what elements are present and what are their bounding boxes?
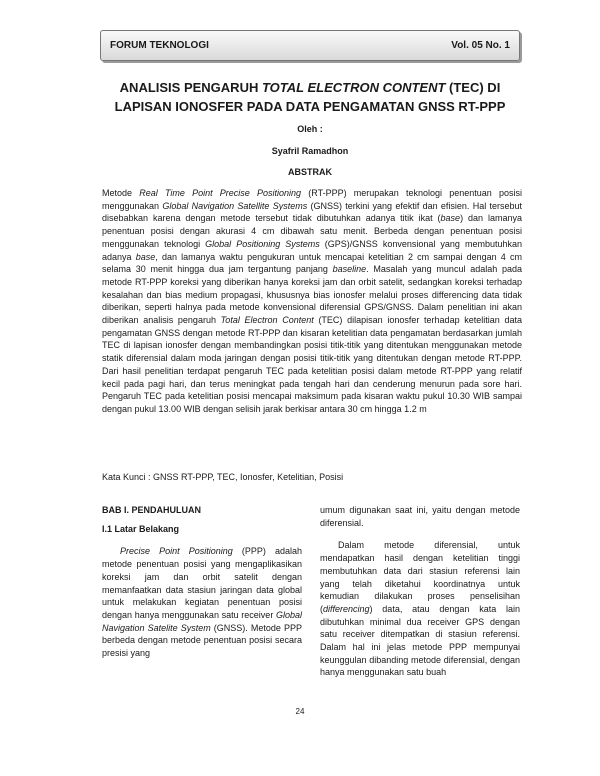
abstract-heading: ABSTRAK [288, 167, 332, 177]
author-name: Syafril Ramadhon [271, 146, 349, 156]
keywords: Kata Kunci : GNSS RT-PPP, TEC, Ionosfer, Ketelitian, Posisi [102, 472, 344, 482]
right-paragraph-1: umum digunakan saat ini, yaitu dengan metode diferensial. [320, 505, 520, 528]
right-column [320, 504, 520, 679]
left-paragraph: Precise Point Positioning (PPP) adalah metode penentuan posisi yang mengaplikasikan koreksi jam dan orbit satelit dengan memanfaatkan data stasiun jaringan data global untuk melakukan kegiatan penentuan posisi dengan hanya menggunakan satu receiver Global Navigation Satelite System (GNSS). Metode PPP berbeda dengan metode penentuan posisi secara presisi yang [102, 546, 302, 659]
journal-name: FORUM TEKNOLOGI [110, 40, 209, 51]
journal-header [100, 30, 520, 61]
byline-oleh: Oleh : [297, 124, 323, 134]
right-paragraph-2: Dalam metode diferensial, untuk mendapatkan hasil dengan ketelitian tinggi membutuhkan data dari stasiun referensi lain yang telah diketahui koordinatnya untuk kemudian dilakukan proses penselisihan (differencing) data, atau dengan kata lain dibutuhkan minimal dua receiver GPS dengan satu receiver ditempatkan di stasiun referensi. Dalam hal ini jelas metode PPP mempunyai keunggulan dibanding metode diferensial, dengan hanya menggunakan satu buah [320, 540, 520, 678]
section-heading: I.1 Latar Belakang [102, 523, 180, 534]
paper-title: ANALISIS PENGARUH TOTAL ELECTRON CONTENT (TEC) DI LAPISAN IONOSFER PADA DATA PENGAMATAN GNSS RT-PPP [114, 80, 506, 114]
volume-label: Vol. 05 No. 1 [451, 40, 510, 51]
page-number: 24 [295, 707, 305, 716]
abstract-text: Metode Real Time Point Precise Positioning (RT-PPP) merupakan teknologi penentuan posisi menggunakan Global Navigation Satellite Systems (GNSS) terkini yang efektif dan efisien. Hal tersebut disebabkan karena dengan metode tersebut tidak dibutuhkan adanya titik ikat (base) dan lamanya penentuan posisi dengan akurasi 4 cm dibawah satu menit. Berbeda dengan penentuan posisi menggunakan teknologi Global Positioning Systems (GPS)/GNSS konvensional yang membutuhkan adanya base, dan lamanya waktu pengukuran untuk mencapai ketelitian 2 cm sampai dengan 4 cm selama 30 menit hingga dua jam tergantung panjang baseline. Masalah yang muncul adalah pada metode RT-PPP koreksi yang diberikan hanya koreksi jam dan orbit satelit, sedangkan koreksi terhadap kesalahan dan bias medium propagasi, khususnya bias ionosfer melalui proses differencing data tidak diberikan, seperti halnya pada metode konvensional diferensial GPS/GNSS. Dalam penelitian ini akan diberikan analisis pengaruh Total Electron Content (TEC) dilapisan ionosfer terhadap ketelitian data pengamatan GNSS dengan metode RT-PPP dan kisaran ketelitian data pengamatan berdasarkan jumlah TEC di lapisan ionosfer dengan membandingkan posisi titik-titik yang ditentukan menggunakan metode statik diferensial dalam moda jaringan dengan posisi titik-titik yang ditentukan dengan metode RT-PPP. Dari hasil penelitian terdapat pengaruh TEC pada ketelitian posisi dalam metode RT-PPP yang relatif kecil pada pagi hari, dan terus meningkat pada tengah hari dan cenderung menurun pada sore hari. Pengaruh TEC pada ketelitian posisi mencapai maksimum pada kisaran waktu pukul 10.30 WIB sampai dengan pukul 13.00 WIB dengan selisih jarak berkisar antara 30 cm hingga 1.2 m [102, 188, 523, 414]
chapter-heading: BAB I. PENDAHULUAN [102, 505, 201, 515]
left-column [102, 504, 302, 660]
